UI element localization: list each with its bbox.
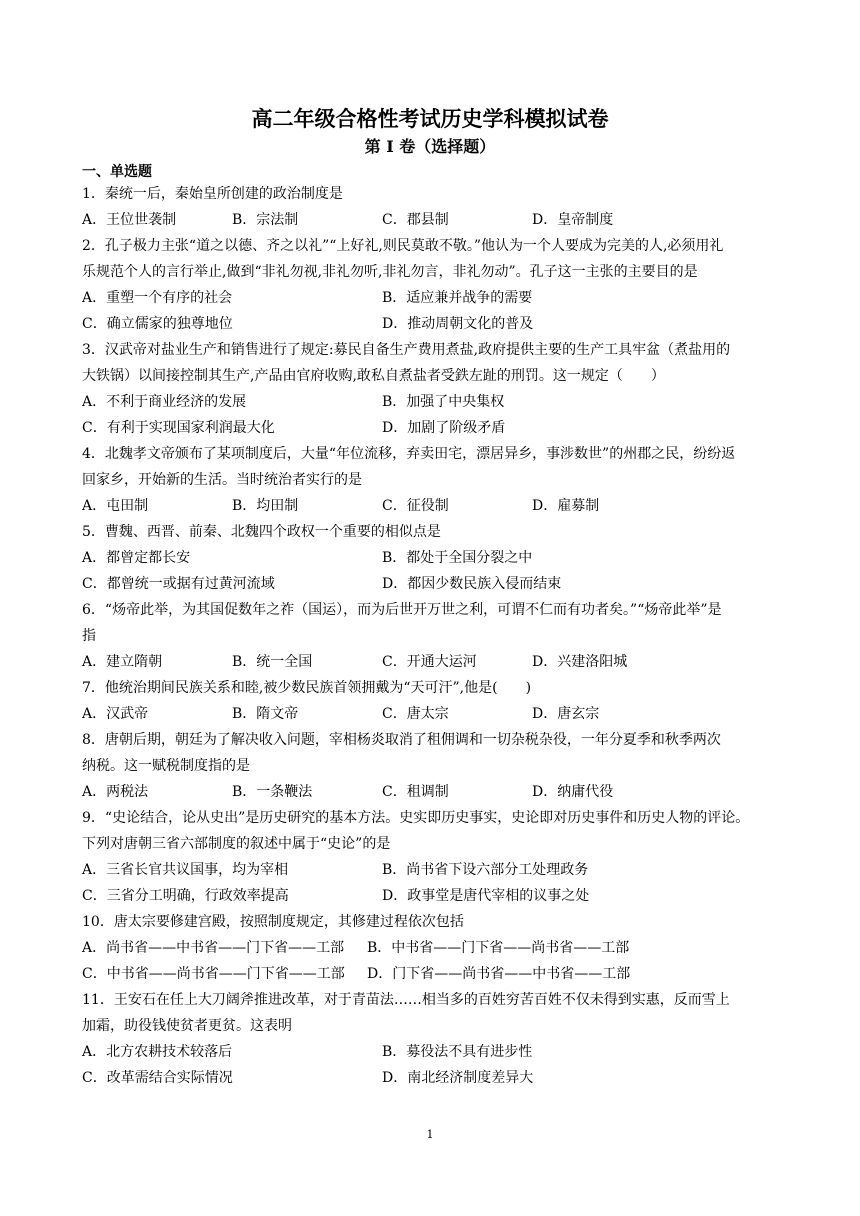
question-3-option-d: D．加剧了阶级矛盾 [382,420,506,436]
question-1-option-c: C．郡县制 [382,212,449,228]
question-2-option-b: B．适应兼并战争的需要 [382,290,533,306]
question-5-option-b: B．都处于全国分裂之中 [382,550,533,566]
question-5-option-a: A．都曾定都长安 [82,550,191,566]
page-number: 1 [426,1128,434,1141]
question-2-stem-line-1: 2．孔子极力主张“道之以德、齐之以礼”“上好礼,则民莫敢不敬。”他认为一个人要成为完美的人,必须用礼 [82,238,724,254]
question-5-option-c: C．都曾统一或据有过黄河流域 [82,576,275,592]
question-7-option-d: D．唐玄宗 [532,706,600,722]
question-11-stem-line-1: 11．王安石在任上大刀阔斧推进改革，对于青苗法……相当多的百姓穷苦百姓不仅未得到实惠，反而雪上 [82,992,730,1008]
question-9-stem-line-1: 9．“史论结合，论从史出”是历史研究的基本方法。史实即历史事实，史论即对历史事件和历史人物的评论。 [82,810,750,826]
question-9-option-c: C．三省分工明确，行政效率提高 [82,888,289,904]
question-8-stem-line-1: 8．唐朝后期，朝廷为了解决收入问题，宰相杨炎取消了租佣调和一切杂税杂役，一年分夏季和秋季两次 [82,732,721,748]
question-8-option-b: B．一条鞭法 [232,784,313,800]
question-2-option-c: C．确立儒家的独尊地位 [82,316,233,332]
question-3-option-b: B．加强了中央集权 [382,394,505,410]
question-9-option-d: D．政事堂是唐代宰相的议事之处 [382,888,590,904]
question-10-option-a: A．尚书省——中书省——门下省——工部 [82,940,345,956]
exam-title: 高二年级合格性考试历史学科模拟试卷 [251,106,609,131]
question-3-stem-line-2: 大铁锅）以间接控制其生产,产品由官府收购,敢私自煮盐者受鉄左趾的刑罚。这一规定（ ） [82,368,665,384]
question-4-option-a: A．屯田制 [82,498,149,514]
question-10-option-d: D．门下省——尚书省——中书省——工部 [367,966,631,982]
question-1-option-b: B．宗法制 [232,212,299,228]
question-10-option-c: C．中书省——尚书省——门下省——工部 [82,966,345,982]
question-9-option-a: A．三省长官共议国事，均为宰相 [82,862,289,878]
question-1-option-a: A．王位世袭制 [82,212,177,228]
question-11-option-c: C．改革需结合实际情况 [82,1070,233,1086]
question-11-option-a: A．北方农耕技术较落后 [82,1044,233,1060]
question-5-stem: 5．曹魏、西晋、前秦、北魏四个政权一个重要的相似点是 [82,524,441,540]
question-11-stem-line-2: 加霜，助役钱使贫者更贫。这表明 [82,1018,292,1034]
exam-subtitle: 第 I 卷（选择题） [364,137,496,156]
question-9-option-b: B．尚书省下设六部分工处理政务 [382,862,589,878]
question-2-option-a: A．重塑一个有序的社会 [82,290,233,306]
question-6-option-a: A．建立隋朝 [82,654,163,670]
question-4-option-c: C．征役制 [382,498,449,514]
question-3-option-a: A．不利于商业经济的发展 [82,394,247,410]
question-7-option-a: A．汉武帝 [82,706,149,722]
question-3-stem-line-1: 3．汉武帝对盐业生产和销售进行了规定:募民自备生产费用煮盐,政府提供主要的生产工具牢盆（煮盐用的 [82,342,731,358]
question-6-option-d: D．兴建洛阳城 [532,654,628,670]
question-6-stem-line-2: 指 [82,628,96,644]
question-7-option-c: C．唐太宗 [382,706,449,722]
question-8-option-d: D．纳庸代役 [532,784,614,800]
question-2-option-d: D．推动周朝文化的普及 [382,316,534,332]
question-10-option-b: B．中书省——门下省——尚书省——工部 [367,940,630,956]
question-3-option-c: C．有利于实现国家利润最大化 [82,420,275,436]
question-4-stem-line-2: 回家乡，开始新的生活。当时统治者实行的是 [82,472,362,488]
question-6-option-c: C．开通大运河 [382,654,477,670]
question-11-option-d: D．南北经济制度差异大 [382,1070,534,1086]
question-6-stem-line-1: 6．“炀帝此举，为其国促数年之祚（国运），而为后世开万世之利，可谓不仁而有功者矣。”“炀帝此举”是 [82,602,722,618]
question-11-option-b: B．募役法不具有进步性 [382,1044,533,1060]
question-4-stem-line-1: 4．北魏孝文帝颁布了某项制度后，大量“年位流移，弃卖田宅，漂居异乡，事涉数世”的州郡之民，纷纷返 [82,446,736,462]
question-4-option-b: B．均田制 [232,498,299,514]
question-10-stem: 10．唐太宗要修建宫殿，按照制度规定，其修建过程依次包括 [82,914,464,930]
question-8-option-c: C．租调制 [382,784,449,800]
question-6-option-b: B．统一全国 [232,654,313,670]
question-1-option-d: D．皇帝制度 [532,212,614,228]
question-1-stem: 1．秦统一后，秦始皇所创建的政治制度是 [82,186,343,202]
question-4-option-d: D．雇募制 [532,498,600,514]
section-heading: 一、单选题 [82,164,152,180]
question-7-stem: 7．他统治期间民族关系和睦,被少数民族首领拥戴为“天可汗”,他是( ) [82,680,532,696]
question-8-stem-line-2: 纳税。这一赋税制度指的是 [82,758,250,774]
question-7-option-b: B．隋文帝 [232,706,299,722]
question-5-option-d: D．都因少数民族入侵而结束 [382,576,562,592]
question-8-option-a: A．两税法 [82,784,149,800]
question-9-stem-line-2: 下列对唐朝三省六部制度的叙述中属于“史论”的是 [82,836,391,852]
question-2-stem-line-2: 乐规范个人的言行举止,做到“非礼勿视,非礼勿听,非礼勿言，非礼勿动”。孔子这一主张的主要目的是 [82,264,698,280]
